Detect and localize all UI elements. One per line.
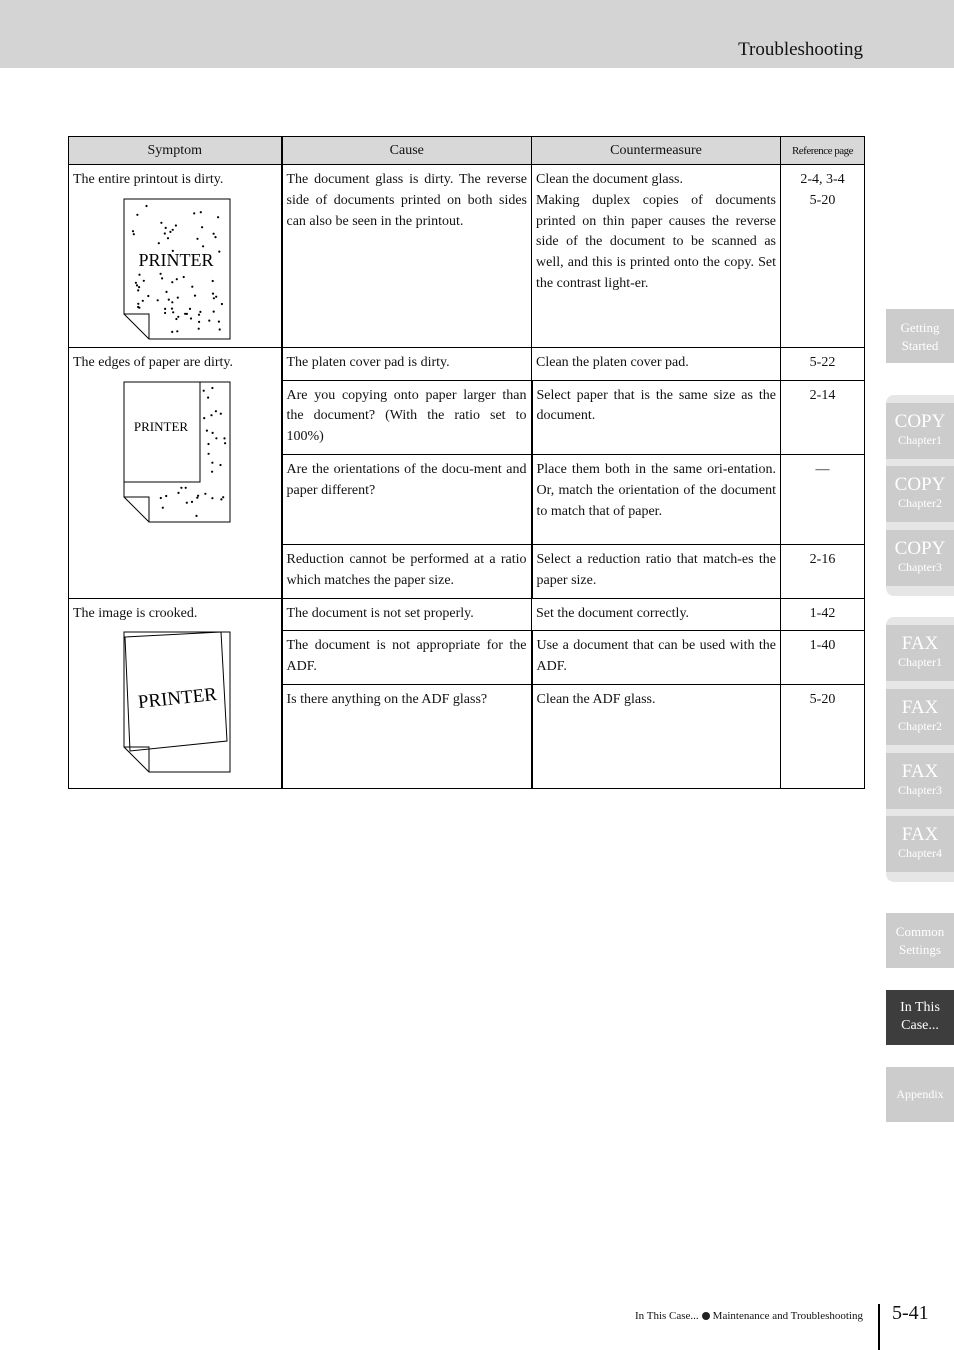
troubleshooting-table [68, 136, 865, 789]
table-row [69, 165, 865, 348]
tab-fax-chapter1[interactable] [886, 625, 954, 681]
symptom-header: Symptom [69, 137, 282, 165]
cause-header: Cause [282, 137, 532, 165]
symptom-text: The edges of paper are dirty. [73, 354, 234, 370]
tab-label: COPY [894, 474, 946, 495]
reference-cell: 2-16 [781, 544, 865, 598]
cause-cell: The document glass is dirty. The reverse side of documents printed on both sides can also be seen in the printout. [282, 165, 532, 348]
tab-copy-chapter2[interactable] [886, 466, 954, 522]
reference-cell [781, 165, 865, 348]
bullet-icon [702, 1312, 710, 1320]
illustration-label: PRINTER [133, 418, 189, 434]
footer-divider [878, 1304, 880, 1350]
page-title: Troubleshooting [738, 39, 863, 60]
dirty-edges-illustration [123, 381, 231, 524]
symptom-cell [69, 347, 282, 598]
tab-label: Getting Started [900, 320, 940, 353]
countermeasure-cell: Use a document that can be used with the ADF. [532, 631, 781, 685]
tab-label: FAX [901, 697, 939, 718]
tab-copy-chapter3[interactable] [886, 530, 954, 586]
reference-value: 2-4, 3-4 5-20 [800, 172, 845, 208]
page-number: 5-41 [892, 1302, 929, 1324]
cause-cell: The document is not appropriate for the ADF. [282, 631, 532, 685]
tab-sublabel: Chapter3 [898, 783, 942, 797]
symptom-text: The entire printout is dirty. [73, 172, 224, 187]
tab-sublabel: Chapter4 [898, 846, 942, 860]
tab-sublabel: Chapter2 [898, 719, 942, 733]
crooked-image-illustration [123, 631, 231, 774]
countermeasure-cell: Select a reduction ratio that match-es the paper size. [532, 544, 781, 598]
table-row [69, 598, 865, 631]
tab-in-this-case[interactable] [886, 990, 954, 1045]
countermeasure-cell: Set the document correctly. [532, 598, 781, 631]
tab-label: COPY [894, 538, 946, 559]
tab-copy-chapter1[interactable] [886, 403, 954, 459]
reference-cell: 1-42 [781, 598, 865, 631]
cause-cell: Are you copying onto paper larger than the document? (With the ratio set to 100%) [282, 380, 532, 454]
tab-fax-chapter4[interactable] [886, 816, 954, 872]
tab-sublabel: Chapter3 [898, 560, 942, 574]
tab-label: In This Case... [900, 1000, 940, 1033]
tab-appendix[interactable] [886, 1067, 954, 1122]
tab-fax-chapter2[interactable] [886, 689, 954, 745]
footer-breadcrumb [635, 1310, 863, 1322]
table-row [69, 347, 865, 380]
footer-section: In This Case... [635, 1310, 699, 1322]
cause-cell: The document is not set properly. [282, 598, 532, 631]
cause-cell: The platen cover pad is dirty. [282, 347, 532, 380]
cause-cell: Are the orientations of the docu-ment and paper different? [282, 454, 532, 544]
countermeasure-cell: Place them both in the same ori-entation. Or, match the orientation of the document to match that of paper. [532, 454, 781, 544]
reference-header: Reference page [781, 137, 865, 165]
tab-label: COPY [894, 411, 946, 432]
reference-cell: 5-22 [781, 347, 865, 380]
reference-cell: 1-40 [781, 631, 865, 685]
tab-label: Appendix [896, 1087, 944, 1101]
countermeasure-line: Clean the document glass. Making duplex copies of documents printed on thin paper causes the reverse side of the document to be scanned as well, and this is printed onto the copy. Set the contrast light-er. [536, 172, 776, 291]
illustration-label: PRINTER [138, 249, 214, 270]
reference-cell: 5-20 [781, 684, 865, 788]
footer-subsection: Maintenance and Troubleshooting [712, 1310, 863, 1322]
tab-sublabel: Chapter2 [898, 496, 942, 510]
tab-label: FAX [901, 633, 939, 654]
tab-label: Common Settings [895, 924, 945, 957]
symptom-text: The image is crooked. [73, 605, 198, 621]
tab-fax-chapter3[interactable] [886, 753, 954, 809]
reference-cell: 2-14 [781, 380, 865, 454]
countermeasure-cell: Clean the ADF glass. [532, 684, 781, 788]
symptom-cell [69, 165, 282, 348]
tab-label: FAX [901, 824, 939, 845]
tab-common-settings[interactable] [886, 913, 954, 968]
illustration-label: PRINTER [136, 684, 218, 714]
countermeasure-cell: Clean the platen cover pad. [532, 347, 781, 380]
tab-sublabel: Chapter1 [898, 655, 942, 669]
tab-sublabel: Chapter1 [898, 433, 942, 447]
dirty-printout-illustration [123, 198, 231, 341]
tab-getting-started[interactable] [886, 309, 954, 363]
cause-cell: Is there anything on the ADF glass? [282, 684, 532, 788]
tab-label: FAX [901, 761, 939, 782]
countermeasure-cell [532, 165, 781, 348]
table-header-row [69, 137, 865, 165]
countermeasure-header: Countermeasure [532, 137, 781, 165]
countermeasure-cell: Select paper that is the same size as the document. [532, 380, 781, 454]
cause-cell: Reduction cannot be performed at a ratio which matches the paper size. [282, 544, 532, 598]
reference-cell: — [781, 454, 865, 544]
symptom-cell [69, 598, 282, 788]
